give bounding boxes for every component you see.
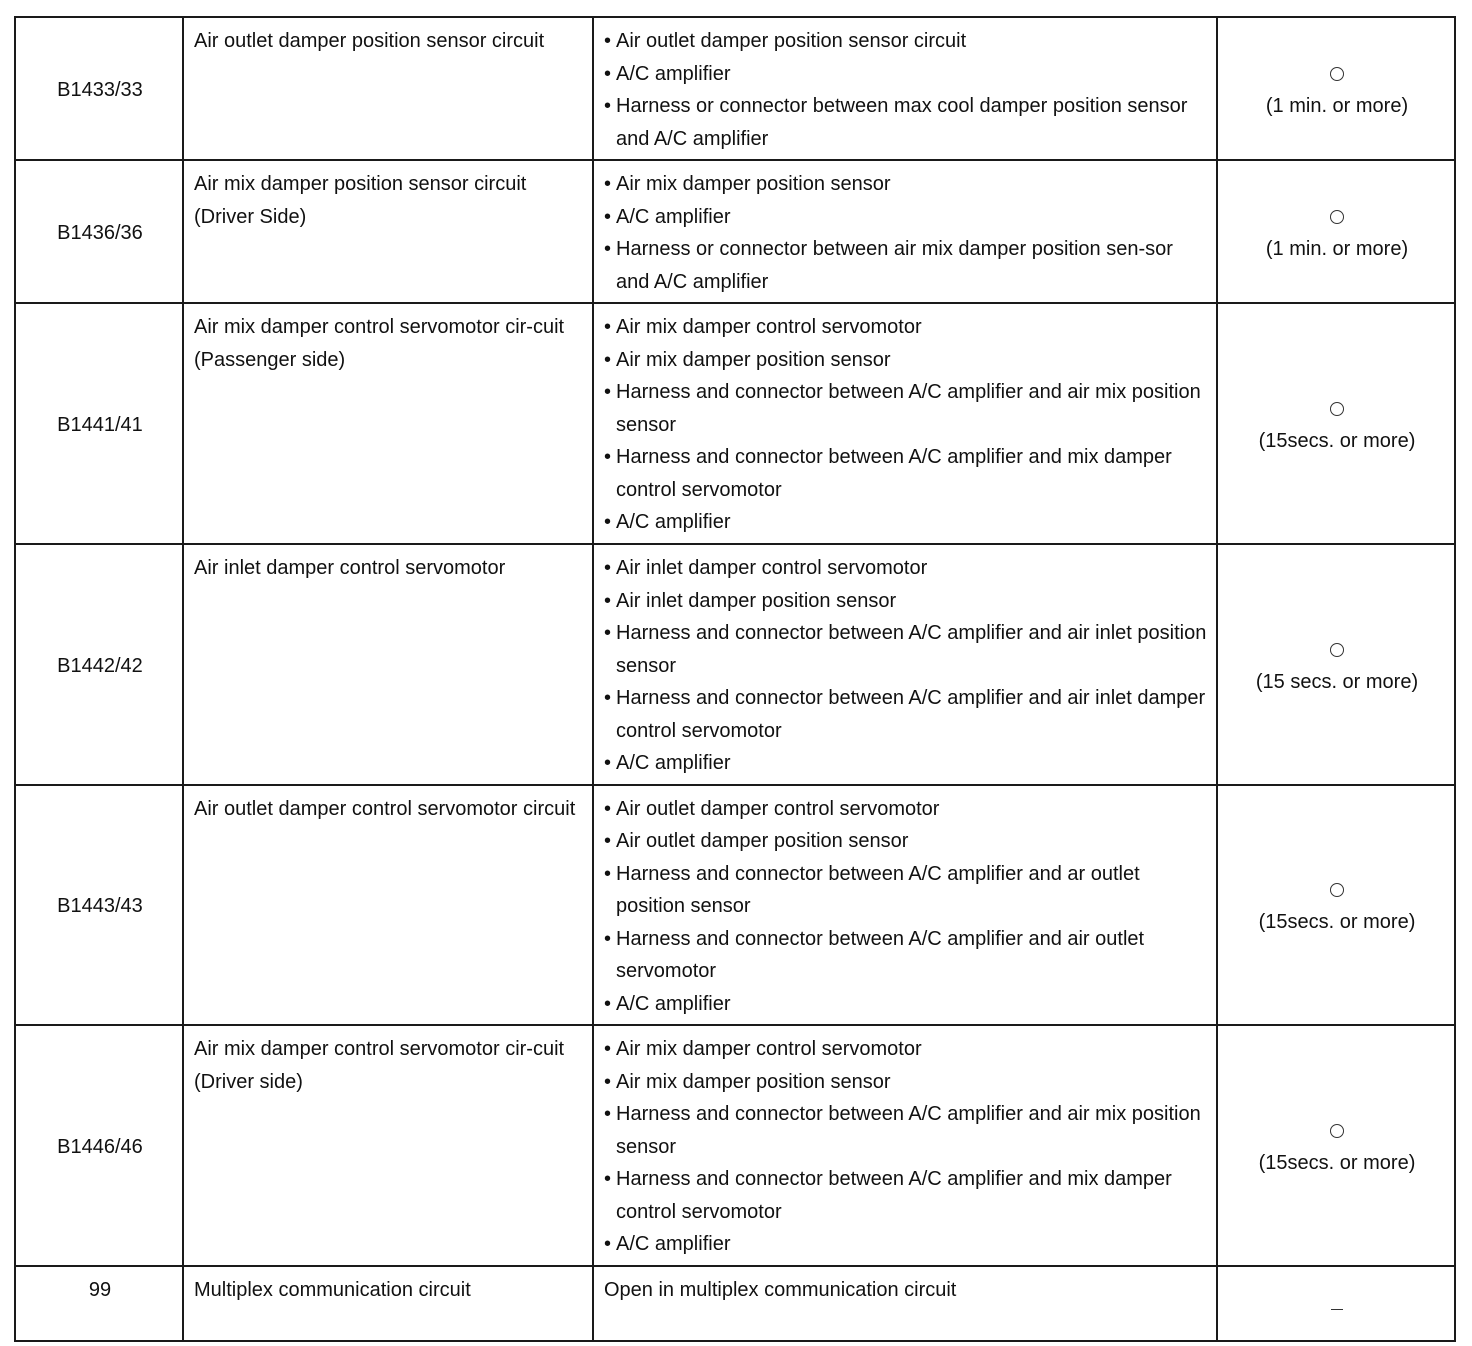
trouble-area-list [604,25,1208,155]
list-item: • Air mix damper position sensor [604,344,1208,377]
list-item: • Harness and connector between A/C amplifier and air mix position sensor [604,376,1208,441]
detection-item-cell [183,544,593,785]
list-item: • Harness and connector between A/C amplifier and air inlet position sensor [604,617,1208,682]
detection-item-cell [183,1025,593,1266]
memory-condition: (15secs. or more) [1258,430,1416,452]
dtc-code: B1446/46 [57,1135,143,1158]
detection-item: Air outlet damper position sensor circuit [194,30,545,52]
list-item: • Air outlet damper position sensor circuit [604,25,1208,58]
list-item: • Air mix damper position sensor [604,1066,1208,1099]
list-item: • A/C amplifier [604,201,1208,234]
trouble-area-cell [593,544,1217,785]
trouble-area-cell [593,785,1217,1026]
table-row [15,160,1455,303]
memory-cell [1217,785,1455,1026]
dtc-code-cell [15,160,183,303]
dtc-code: 99 [88,1278,112,1301]
trouble-area-cell [593,17,1217,160]
list-item: • Harness and connector between A/C amplifier and mix damper control servomotor [604,1163,1208,1228]
detection-item-cell [183,785,593,1026]
dtc-code: B1436/36 [57,221,143,244]
list-item: • A/C amplifier [604,988,1208,1021]
detection-item: Air inlet damper control servomotor [194,557,506,579]
table-row [15,1025,1455,1266]
list-item: • A/C amplifier [604,1228,1208,1261]
circle-icon [1330,883,1344,897]
dtc-code-cell [15,1266,183,1341]
dtc-code-cell [15,303,183,544]
table-row [15,785,1455,1026]
list-item: • Air inlet damper position sensor [604,585,1208,618]
memory-cell [1217,160,1455,303]
detection-item: Air mix damper control servomotor cir-cuit (Passenger side) [194,316,565,371]
list-item: • A/C amplifier [604,58,1208,91]
trouble-area-cell [593,303,1217,544]
dtc-table [14,16,1456,1342]
list-item: • Air inlet damper control servomotor [604,552,1208,585]
detection-item-cell [183,1266,593,1341]
circle-icon [1330,67,1344,81]
memory-cell [1217,17,1455,160]
list-item: • Air outlet damper position sensor [604,825,1208,858]
trouble-area-cell [593,1266,1217,1341]
circle-icon [1330,210,1344,224]
list-item: • Air mix damper control servomotor [604,311,1208,344]
list-item: • Harness and connector between A/C amplifier and mix damper control servomotor [604,441,1208,506]
list-item: • Air mix damper position sensor [604,168,1208,201]
trouble-area-cell [593,160,1217,303]
circle-icon [1330,643,1344,657]
detection-item: Multiplex communication circuit [194,1278,471,1301]
table-row [15,303,1455,544]
list-item: • A/C amplifier [604,506,1208,539]
dtc-code-cell [15,785,183,1026]
list-item: • Harness and connector between A/C amplifier and air mix position sensor [604,1098,1208,1163]
trouble-area-text: Open in multiplex communication circuit [604,1278,957,1301]
table-row [15,544,1455,785]
memory-condition: (15 secs. or more) [1255,670,1419,693]
dtc-code-cell [15,1025,183,1266]
detection-item-cell [183,160,593,303]
detection-item: Air outlet damper control servomotor circuit [194,797,576,820]
list-item: • Harness or connector between max cool damper position sensor and A/C amplifier [604,90,1208,155]
table-row [15,17,1455,160]
memory-condition: (15secs. or more) [1258,911,1416,934]
trouble-area-list [604,793,1208,1021]
memory-condition: (1 min. or more) [1265,95,1409,117]
memory-cell [1217,303,1455,544]
detection-item: Air mix damper control servomotor cir-cuit (Driver side) [194,1038,565,1093]
dtc-code: B1433/33 [57,78,143,101]
list-item: • Air mix damper control servomotor [604,1033,1208,1066]
memory-cell [1217,1025,1455,1266]
dtc-code: B1441/41 [57,413,143,436]
list-item: • Harness and connector between A/C amplifier and ar outlet position sensor [604,858,1208,923]
memory-cell [1217,544,1455,785]
trouble-area-list [604,168,1208,298]
circle-icon [1330,402,1344,416]
trouble-area-list [604,552,1208,780]
memory-cell [1217,1266,1455,1341]
detection-item-cell [183,303,593,544]
detection-item-cell [183,17,593,160]
trouble-area-list [604,311,1208,539]
trouble-area-cell [593,1025,1217,1266]
list-item: • Harness and connector between A/C amplifier and air outlet servomotor [604,923,1208,988]
dash-icon [1331,1309,1343,1310]
list-item: • Air outlet damper control servomotor [604,793,1208,826]
list-item: • A/C amplifier [604,747,1208,780]
dtc-code-cell [15,17,183,160]
detection-item: Air mix damper position sensor circuit (Driver Side) [194,173,527,228]
circle-icon [1330,1124,1344,1138]
dtc-code-cell [15,544,183,785]
memory-condition: (1 min. or more) [1265,238,1409,260]
memory-condition: (15secs. or more) [1258,1151,1416,1174]
table-row [15,1266,1455,1341]
list-item: • Harness or connector between air mix damper position sen-sor and A/C amplifier [604,233,1208,298]
dtc-code: B1442/42 [57,654,143,677]
dtc-code: B1443/43 [57,895,143,917]
trouble-area-list [604,1033,1208,1261]
list-item: • Harness and connector between A/C amplifier and air inlet damper control servomotor [604,682,1208,747]
